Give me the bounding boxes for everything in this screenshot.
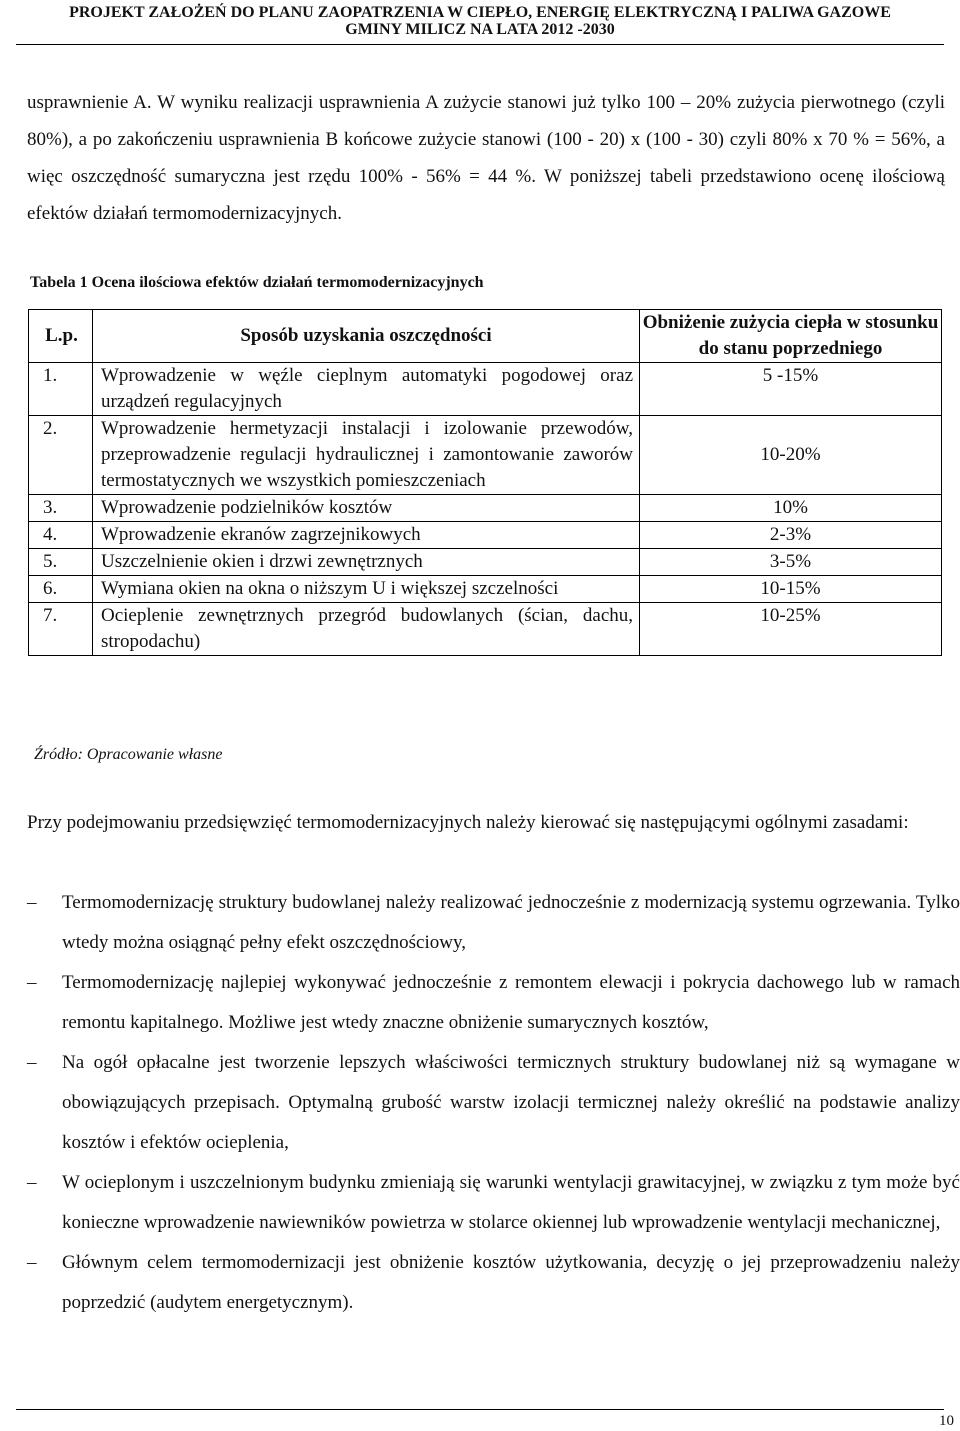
principles-list — [0, 883, 960, 1323]
list-item — [0, 1163, 960, 1243]
table-row — [29, 522, 942, 549]
header-method: Sposób uzyskania oszczędności — [93, 310, 640, 363]
table-row — [29, 416, 942, 495]
list-item-text: Głównym celem termomodernizacji jest obniżenie kosztów użytkowania, decyzję o jej przeprowadzeniu należy poprzedzić (audytem energetycznym). — [62, 1252, 960, 1313]
row-description: Ocieplenie zewnętrznych przegród budowlanych (ścian, dachu, stropodachu) — [93, 603, 640, 656]
dash-bullet: – — [27, 892, 37, 913]
row-value: 5 -15% — [640, 363, 942, 416]
row-value: 10% — [640, 495, 942, 522]
document-header — [0, 0, 960, 40]
header-title-line2: GMINY MILICZ NA LATA 2012 -2030 — [345, 21, 615, 38]
row-value: 2-3% — [640, 522, 942, 549]
list-item-text: W ocieplonym i uszczelnionym budynku zmieniają się warunki wentylacji grawitacyjnej, w związku z tym może być konieczne wprowadzenie nawiewników powietrza w stolarce okiennej lub wprowadzenie wentylacji mechanicznej, — [62, 1172, 960, 1233]
list-item — [0, 963, 960, 1043]
principles-paragraph: Przy podejmowaniu przedsięwzięć termomodernizacyjnych należy kierować się następującymi ogólnymi zasadami: — [27, 812, 909, 833]
table-row — [29, 603, 942, 656]
row-description: Uszczelnienie okien i drzwi zewnętrznych — [93, 549, 640, 576]
list-item — [0, 883, 960, 963]
table-caption: Tabela 1 Ocena ilościowa efektów działań termomodernizacyjnych — [30, 274, 484, 291]
footer-divider — [16, 1409, 944, 1410]
header-reduction: Obniżenie zużycia ciepła w stosunku do stanu poprzedniego — [640, 310, 942, 363]
list-item — [0, 1043, 960, 1163]
dash-bullet: – — [27, 1172, 37, 1193]
row-description: Wymiana okien na okna o niższym U i większej szczelności — [93, 576, 640, 603]
row-description: Wprowadzenie w węźle cieplnym automatyki pogodowej oraz urządzeń regulacyjnych — [93, 363, 640, 416]
header-divider — [16, 44, 944, 45]
list-item-text: Na ogół opłacalne jest tworzenie lepszych właściwości termicznych struktury budowlanej niż są wymagane w obowiązujących przepisach. Optymalną grubość warstw izolacji termicznej należy określić na podstawie analizy kosztów i efektów ocieplenia, — [62, 1052, 960, 1153]
dash-bullet: – — [27, 972, 37, 993]
row-lp: 2. — [29, 416, 93, 495]
row-value: 10-25% — [640, 603, 942, 656]
row-lp: 5. — [29, 549, 93, 576]
intro-paragraph: usprawnienie A. W wyniku realizacji usprawnienia A zużycie stanowi już tylko 100 – 20% zużycia pierwotnego (czyli 80%), a po zakończeniu usprawnienia B końcowe zużycie stanowi (100 - 20) x (100 - 30) czyli 80% x 70 % = 56%, a więc oszczędność sumaryczna jest rzędu 100% - 56% = 44 %. W poniższej tabeli przedstawiono ocenę ilościową efektów działań termomodernizacyjnych. — [27, 92, 945, 224]
row-value: 3-5% — [640, 549, 942, 576]
row-value: 10-15% — [640, 576, 942, 603]
header-title-line1: PROJEKT ZAŁOŻEŃ DO PLANU ZAOPATRZENIA W CIEPŁO, ENERGIĘ ELEKTRYCZNĄ I PALIWA GAZOWE — [69, 4, 891, 21]
table-row — [29, 495, 942, 522]
row-lp: 3. — [29, 495, 93, 522]
header-lp: L.p. — [29, 310, 93, 363]
table-row — [29, 549, 942, 576]
table-row — [29, 576, 942, 603]
row-description: Wprowadzenie podzielników kosztów — [93, 495, 640, 522]
list-item-text: Termomodernizację struktury budowlanej należy realizować jednocześnie z modernizacją systemu ogrzewania. Tylko wtedy można osiągnąć pełny efekt oszczędnościowy, — [62, 892, 960, 953]
dash-bullet: – — [27, 1252, 37, 1273]
row-description: Wprowadzenie ekranów zagrzejnikowych — [93, 522, 640, 549]
table-header-row — [29, 310, 942, 363]
list-item-text: Termomodernizację najlepiej wykonywać jednocześnie z remontem elewacji i pokrycia dachowego lub w ramach remontu kapitalnego. Możliwe jest wtedy znaczne obniżenie sumarycznych kosztów, — [62, 972, 960, 1033]
dash-bullet: – — [27, 1052, 37, 1073]
row-lp: 1. — [29, 363, 93, 416]
row-lp: 6. — [29, 576, 93, 603]
list-item — [0, 1243, 960, 1323]
row-description: Wprowadzenie hermetyzacji instalacji i izolowanie przewodów, przeprowadzenie regulacji hydraulicznej i zamontowanie zaworów termostatycznych we wszystkich pomieszczeniach — [93, 416, 640, 495]
savings-table — [28, 309, 942, 656]
row-lp: 7. — [29, 603, 93, 656]
table-source-note: Źródło: Opracowanie własne — [34, 746, 223, 763]
row-value: 10-20% — [640, 416, 942, 495]
table-row — [29, 363, 942, 416]
page-number: 10 — [939, 1413, 954, 1429]
row-lp: 4. — [29, 522, 93, 549]
